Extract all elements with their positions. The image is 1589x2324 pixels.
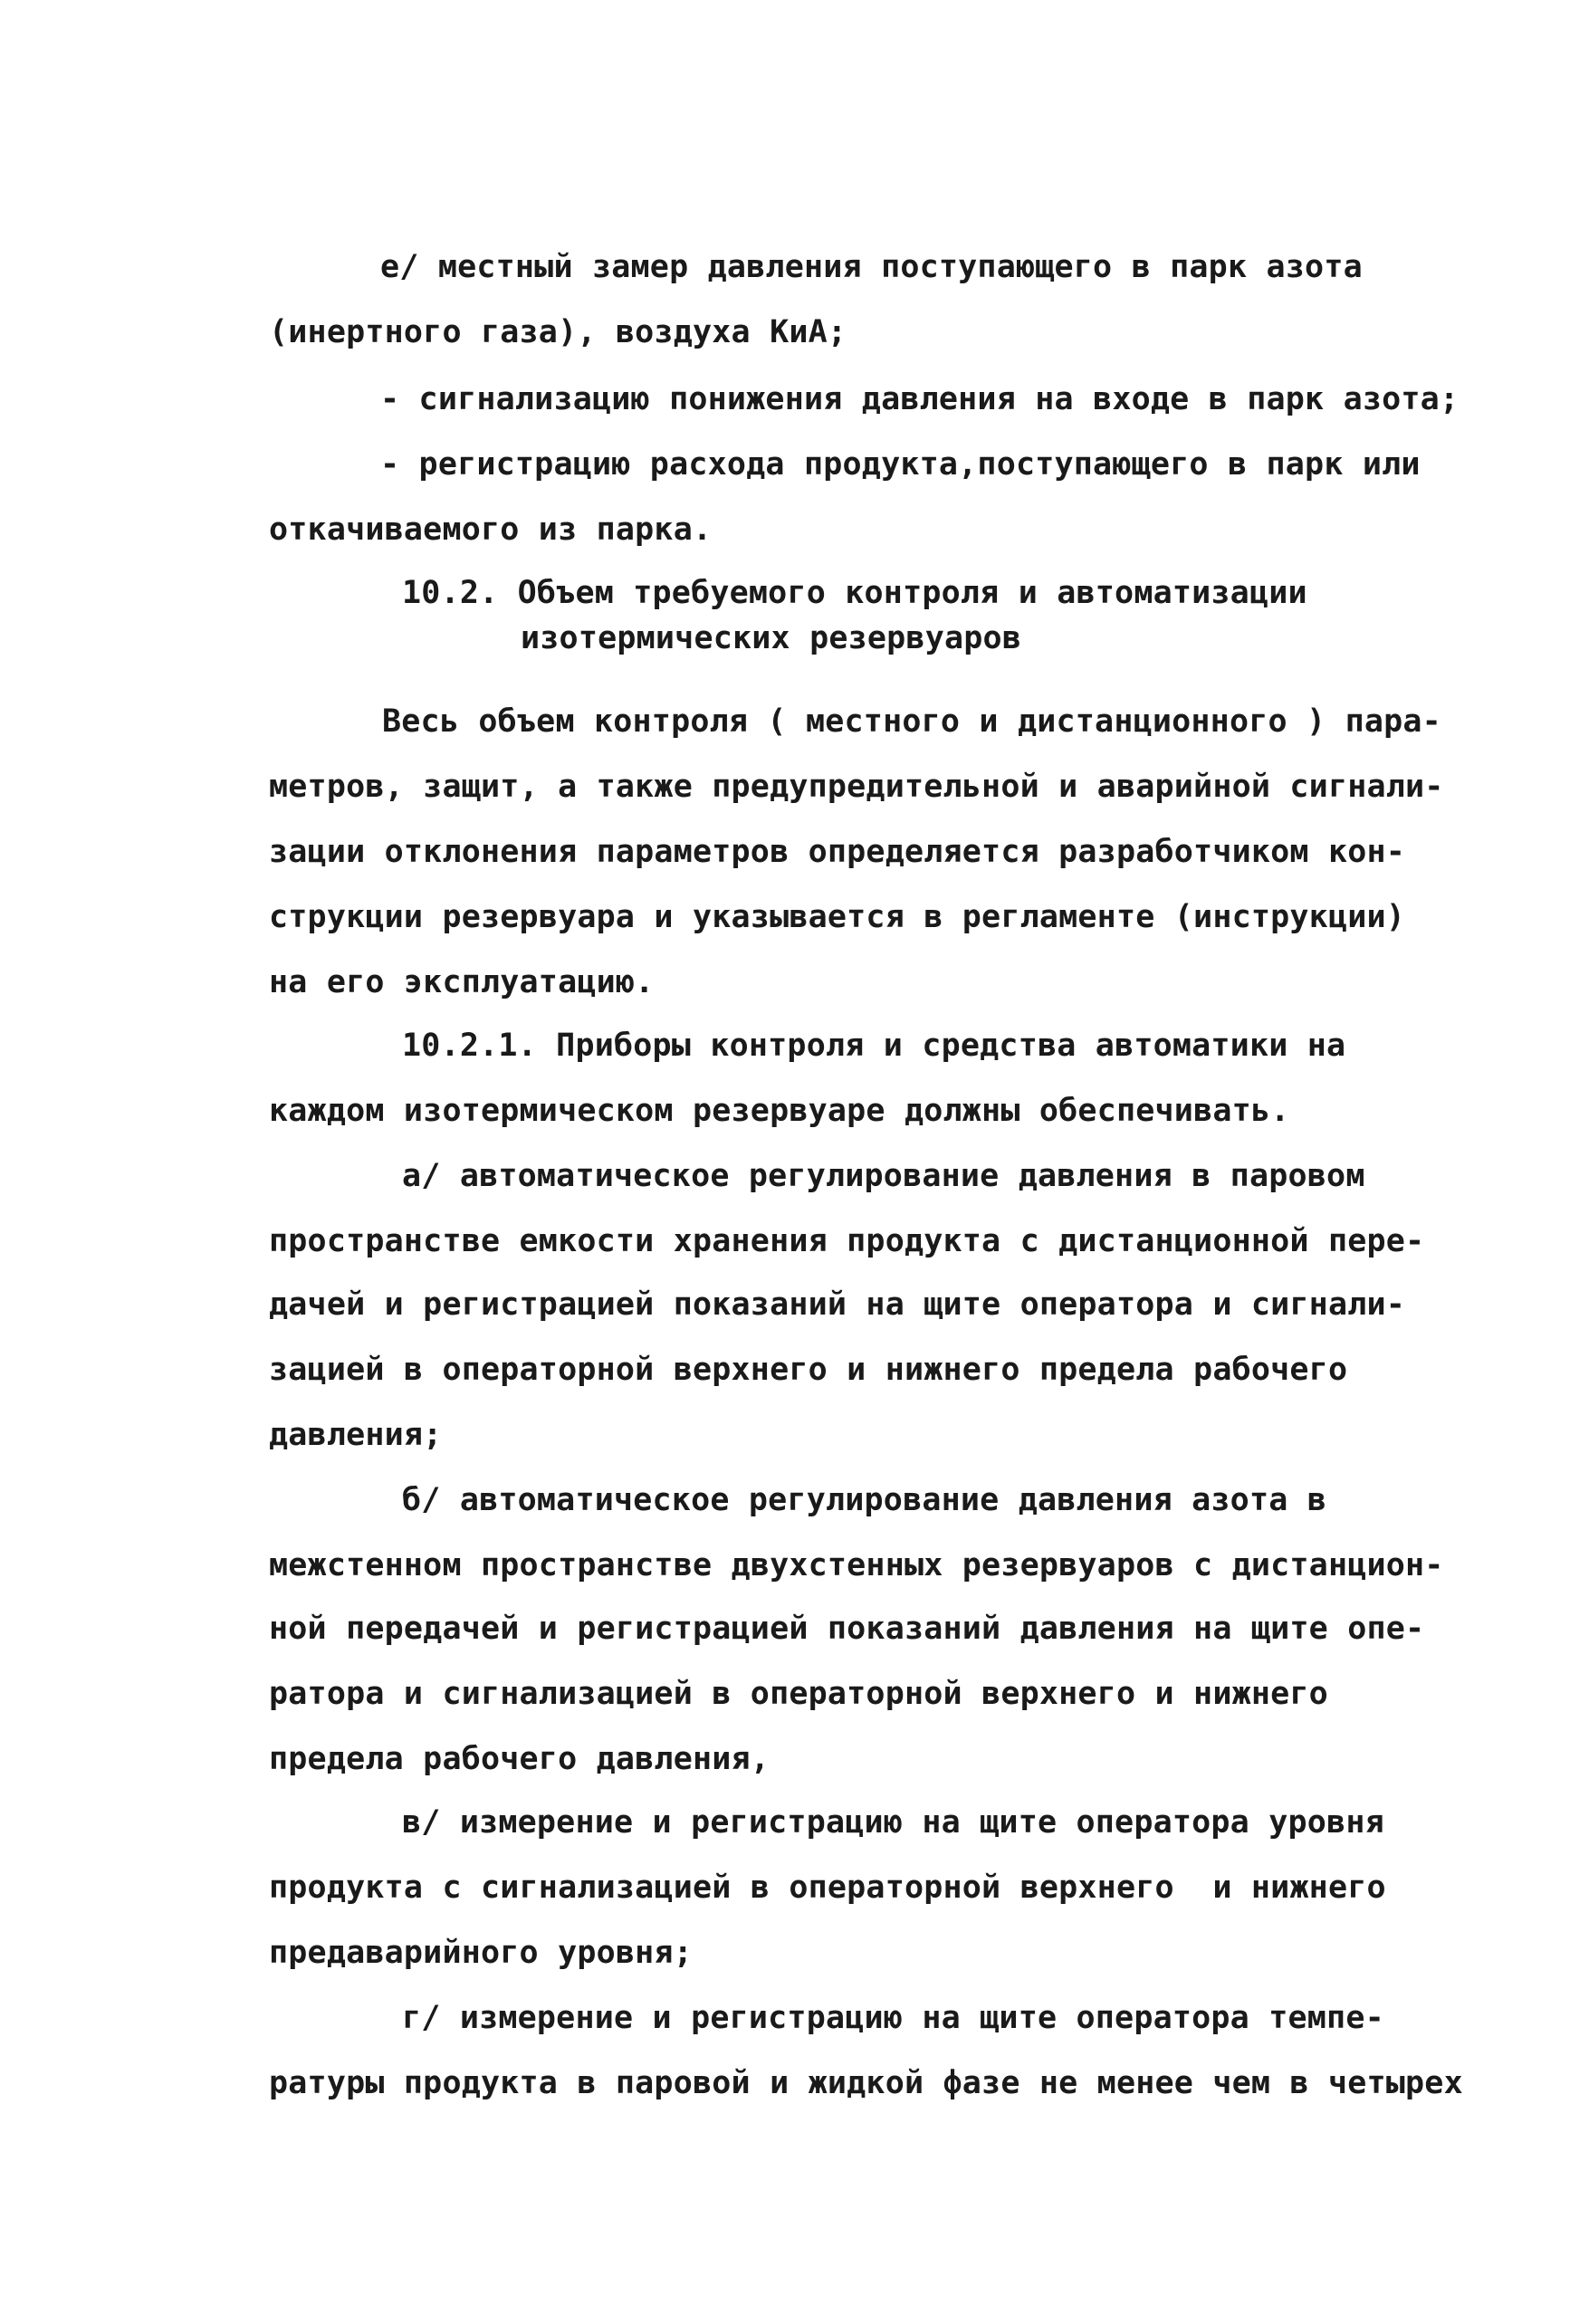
text-line: зацией в операторной верхнего и нижнего предела рабочего bbox=[269, 1352, 1348, 1388]
text-line: а/ автоматическое регулирование давления в паровом bbox=[402, 1158, 1365, 1194]
text-line: метров, защит, а также предупредительной и аварийной сигнали- bbox=[269, 769, 1444, 805]
text-line: дачей и регистрацией показаний на щите оператора и сигнали- bbox=[269, 1286, 1406, 1323]
text-line: межстенном пространстве двухстенных резервуаров с дистанцион- bbox=[269, 1547, 1444, 1583]
text-line: Весь объем контроля ( местного и дистанционного ) пара- bbox=[382, 703, 1441, 740]
text-line: зации отклонения параметров определяется разработчиком кон- bbox=[269, 834, 1406, 870]
text-line: пространстве емкости хранения продукта с дистанционной пере- bbox=[269, 1223, 1425, 1259]
text-line: (инертного газа), воздуха КиА; bbox=[269, 314, 847, 350]
text-line: ратора и сигнализацией в операторной верхнего и нижнего bbox=[269, 1676, 1328, 1712]
text-line: предаварийного уровня; bbox=[269, 1935, 693, 1971]
text-line: предела рабочего давления, bbox=[269, 1741, 771, 1777]
text-line: 10.2.1. Приборы контроля и средства автоматики на bbox=[402, 1028, 1346, 1064]
section-heading: изотермических резервуаров bbox=[521, 620, 1022, 656]
text-line: ной передачей и регистрацией показаний давления на щите опе- bbox=[269, 1611, 1425, 1647]
text-line: г/ измерение и регистрацию на щите оператора темпе- bbox=[402, 2000, 1384, 2036]
text-line: продукта с сигнализацией в операторной верхнего и нижнего bbox=[269, 1870, 1386, 1906]
text-line: ратуры продукта в паровой и жидкой фазе не менее чем в четырех bbox=[269, 2065, 1463, 2101]
text-line: каждом изотермическом резервуаре должны обеспечивать. bbox=[269, 1093, 1290, 1129]
text-line: давления; bbox=[269, 1417, 443, 1453]
text-line: б/ автоматическое регулирование давления азота в bbox=[402, 1482, 1327, 1518]
text-line: на его эксплуатацию. bbox=[269, 964, 655, 1000]
text-line: струкции резервуара и указывается в регламенте (инструкции) bbox=[269, 899, 1406, 935]
text-line: - регистрацию расхода продукта,поступающего в парк или bbox=[380, 446, 1421, 483]
text-line: в/ измерение и регистрацию на щите оператора уровня bbox=[402, 1804, 1384, 1841]
section-heading: 10.2. Объем требуемого контроля и автоматизации bbox=[402, 575, 1307, 611]
text-line: откачиваемого из парка. bbox=[269, 512, 713, 548]
text-line: - сигнализацию понижения давления на входе в парк азота; bbox=[380, 381, 1460, 417]
text-line: е/ местный замер давления поступающего в парк азота bbox=[380, 249, 1363, 285]
